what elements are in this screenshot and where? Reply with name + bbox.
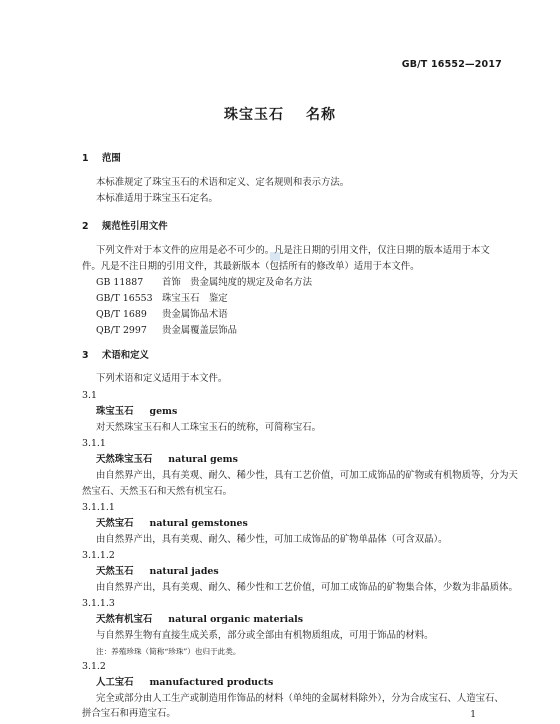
- paragraph: 下列术语和定义适用于本文件。: [96, 373, 228, 384]
- paragraph: 本标准规定了珠宝玉石的术语和定义、定名规则和表示方法。: [96, 177, 350, 188]
- title-part-1: 珠宝玉石: [224, 107, 284, 123]
- paragraph: 件。凡是不注日期的引用文件，其最新版本（包括所有的修改单）适用于本文件。: [82, 261, 420, 272]
- term-number: 3.1.1.2: [82, 550, 115, 561]
- term-name: 人工宝石 manufactured products: [96, 677, 274, 688]
- term-name: 天然有机宝石 natural organic materials: [96, 614, 304, 625]
- term-definition: 完全或部分由人工生产或制造用作饰品的材料（单纯的金属材料除外），分为合成宝石、人造宝石、: [96, 693, 504, 704]
- term-definition: 由自然界产出，具有美观、耐久、稀少性，具有工艺价值，可加工成饰品的矿物或有机物质等，分为天: [96, 470, 518, 481]
- title-part-2: 名称: [306, 107, 336, 123]
- document-title: [0, 104, 560, 124]
- term-number: 3.1: [82, 390, 97, 401]
- term-definition: 然宝石、天然玉石和天然有机宝石。: [82, 486, 233, 497]
- paragraph: 本标准适用于珠宝玉石定名。: [96, 193, 218, 204]
- reference-item: GB 11887 首饰 贵金属纯度的规定及命名方法: [96, 277, 313, 288]
- section-heading-normative-references: 2 规范性引用文件: [82, 221, 168, 232]
- term-definition: 拼合宝石和再造宝石。: [82, 708, 176, 719]
- reference-item: QB/T 2997 贵金属覆盖层饰品: [96, 325, 238, 336]
- paragraph: 下列文件对于本文件的应用是必不可少的。凡是注日期的引用文件，仅注日期的版本适用于本文: [96, 245, 490, 256]
- reference-item: QB/T 1689 贵金属饰品术语: [96, 309, 228, 320]
- reference-item: GB/T 16553 珠宝玉石 鉴定: [96, 293, 228, 304]
- term-name: 天然玉石 natural jades: [96, 566, 219, 577]
- term-name: 珠宝玉石 gems: [96, 406, 178, 417]
- term-definition: 由自然界产出，具有美观、耐久、稀少性，可加工成饰品的矿物单晶体（可含双晶）。: [96, 534, 448, 545]
- page-number: 1: [470, 710, 476, 720]
- standard-number: GB/T 16552—2017: [401, 59, 502, 70]
- term-number: 3.1.1: [82, 438, 106, 449]
- term-number: 3.1.2: [82, 661, 106, 672]
- section-heading-scope: 1 范围: [82, 153, 121, 164]
- term-name: 天然珠宝玉石 natural gems: [96, 454, 238, 465]
- section-heading-terms-definitions: 3 术语和定义: [82, 350, 149, 361]
- term-number: 3.1.1.3: [82, 598, 115, 609]
- term-definition: 与自然界生物有直接生成关系，部分或全部由有机物质组成，可用于饰品的材料。: [96, 630, 434, 641]
- note: 注：养殖珍珠（简称“珍珠”）也归于此类。: [96, 647, 241, 656]
- term-name: 天然宝石 natural gemstones: [96, 518, 248, 529]
- term-definition: 对天然珠宝玉石和人工珠宝玉石的统称，可简称宝石。: [96, 422, 322, 433]
- term-definition: 由自然界产出，具有美观、耐久、稀少性和工艺价值，可加工成饰品的矿物集合体，少数为非晶质体。: [96, 582, 518, 593]
- term-number: 3.1.1.1: [82, 502, 115, 513]
